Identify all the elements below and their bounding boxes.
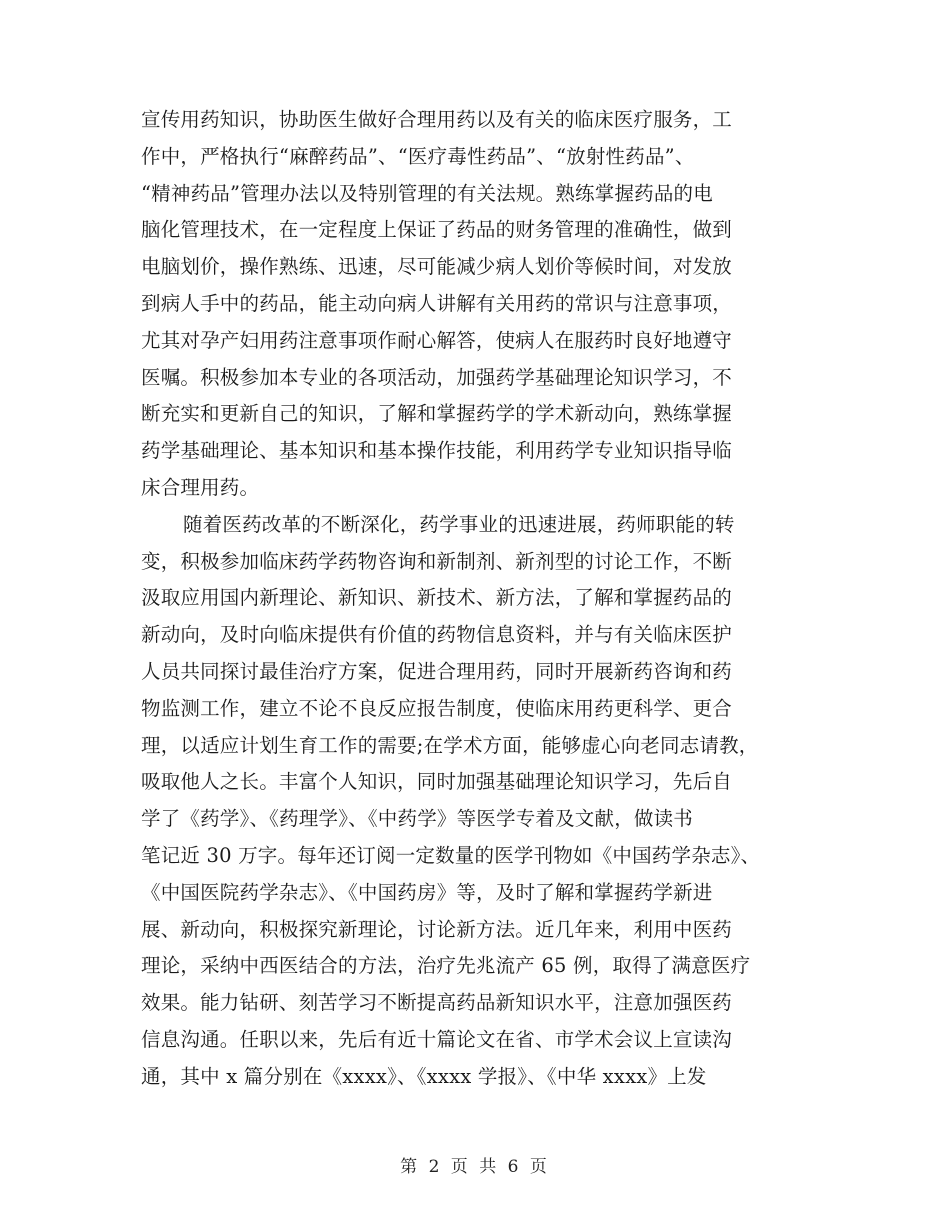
text-line: 尤其对孕产妇用药注意事项作耐心解答，使病人在服药时良好地遵守	[141, 328, 733, 352]
text-line: 效果。能力钻研、刻苦学习不断提高药品新知识水平，注意加强医药	[141, 991, 733, 1015]
text-line: 物监测工作，建立不论不良反应报告制度，使临床用药更科学、更合	[141, 696, 733, 720]
text-line: 到病人手中的药品，能主动向病人讲解有关用药的常识与注意事项，	[141, 291, 733, 315]
text-line: 作中，严格执行“麻醉药品”、“医疗毒性药品”、“放射性药品”、	[141, 144, 695, 168]
text-line: 人员共同探讨最佳治疗方案，促进合理用药，同时开展新药咨询和药	[141, 659, 733, 683]
text-line: 信息沟通。任职以来，先后有近十篇论文在省、市学术会议上宣读沟	[141, 1027, 733, 1051]
text-line: 变，积极参加临床药学药物咨询和新制剂、新剂型的讨论工作，不断	[141, 549, 733, 573]
document-body	[141, 102, 831, 1096]
paragraph	[141, 102, 831, 507]
text-line-indented: 随着医药改革的不断深化，药学事业的迅速进展，药师职能的转	[183, 512, 735, 536]
text-line: 药学基础理论、基本知识和基本操作技能，利用药学专业知识指导临	[141, 439, 733, 463]
text-line: 笔记近 30 万字。每年还订阅一定数量的医学刊物如《中国药学杂志》、	[141, 843, 761, 867]
text-line: 《中国医院药学杂志》、《中国药房》等，及时了解和掌握药学新进	[141, 880, 713, 904]
text-line: 新动向，及时向临床提供有价值的药物信息资料，并与有关临床医护	[141, 623, 733, 647]
paragraph	[141, 507, 831, 1096]
text-line: 理论，采纳中西医结合的方法，治疗先兆流产 65 例，取得了满意医疗	[141, 954, 751, 978]
text-line: 脑化管理技术，在一定程度上保证了药品的财务管理的准确性，做到	[141, 218, 733, 242]
text-line: 断充实和更新自己的知识，了解和掌握药学的学术新动向，熟练掌握	[141, 402, 733, 426]
text-line: 床合理用药。	[141, 475, 260, 499]
text-line: 汲取应用国内新理论、新知识、新技术、新方法，了解和掌握药品的	[141, 586, 733, 610]
text-line: 电脑划价，操作熟练、迅速，尽可能减少病人划价等候时间，对发放	[141, 255, 733, 279]
text-line: “精神药品”管理办法以及特别管理的有关法规。熟练掌握药品的电	[141, 181, 713, 205]
text-line: 吸取他人之长。丰富个人知识，同时加强基础理论知识学习，先后自	[141, 770, 733, 794]
text-line: 学了《药学》、《药理学》、《中药学》等医学专着及文献，做读书	[141, 807, 694, 831]
text-line: 理，以适应计划生育工作的需要;在学术方面，能够虚心向老同志请教，	[141, 733, 759, 757]
page-number-footer: 第 2 页 共 6 页	[400, 1157, 550, 1177]
text-line: 通，其中 x 篇分别在《xxxx》、《xxxx 学报》、《中华 xxxx》上发	[141, 1064, 707, 1088]
text-line: 展、新动向，积极探究新理论，讨论新方法。近几年来，利用中医药	[141, 917, 733, 941]
text-line: 医嘱。积极参加本专业的各项活动，加强药学基础理论知识学习，不	[141, 365, 733, 389]
text-line: 宣传用药知识，协助医生做好合理用药以及有关的临床医疗服务，工	[141, 108, 733, 131]
